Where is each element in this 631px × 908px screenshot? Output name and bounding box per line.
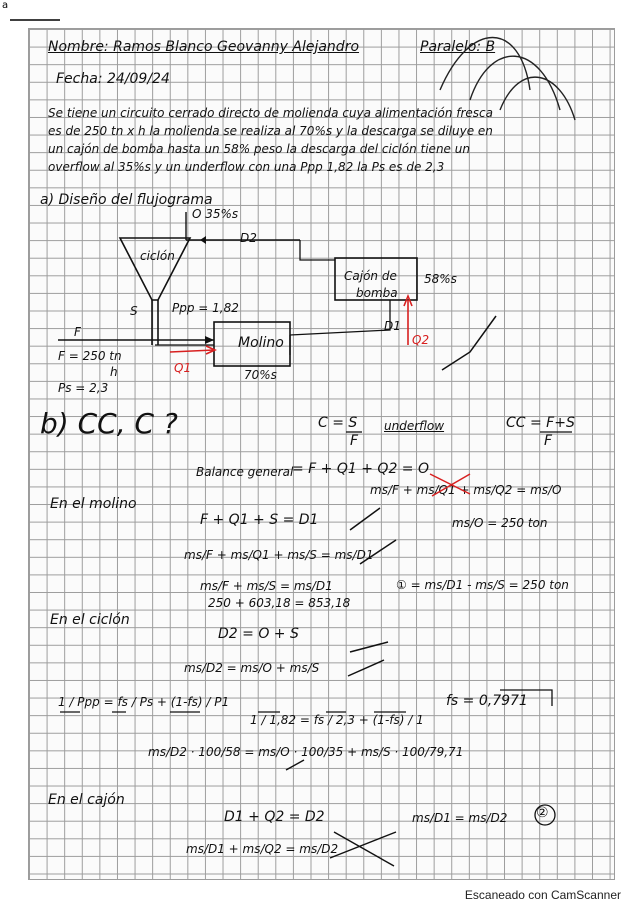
ciclon-eq-4: ms/D2 · 100/58 = ms/O · 100/35 + ms/S · 100/79,71: [148, 745, 464, 759]
balance-mass: ms/F + ms/Q1 + ms/Q2 = ms/O: [370, 483, 562, 497]
name-line: Nombre: Ramos Blanco Geovanny Alejandro: [48, 39, 360, 55]
cajon-eq-2: ms/D1 = ms/D2: [412, 811, 508, 825]
underflow-label: underflow: [384, 419, 445, 433]
f-unit: h: [110, 365, 118, 379]
ciclon-eq-1: D2 = O + S: [218, 626, 299, 642]
molino-eq-3-values: 250 + 603,18 = 853,18: [208, 596, 351, 610]
ciclon-eq-3-mid: 1 / 1,82 = fs / 2,3 + (1-fs) / 1: [250, 713, 424, 727]
cajon-label-2: bomba: [356, 286, 398, 300]
s-label: S: [130, 304, 138, 318]
ciclon-label: ciclón: [140, 249, 175, 263]
ciclon-section-title: En el ciclón: [50, 612, 130, 628]
cajon-circle: ②: [536, 805, 549, 821]
problem-line-3: un cajón de bomba hasta un 58% peso la descarga del ciclón tiene un: [48, 142, 470, 156]
c-formula: C = S: [318, 415, 358, 431]
d2-label: D2: [240, 231, 257, 245]
section-a-title: a) Diseño del flujograma: [40, 192, 213, 208]
c-denominator: F: [350, 433, 359, 449]
fecha-line: Fecha: 24/09/24: [56, 71, 170, 87]
balance-eq: = F + Q1 + Q2 = O: [292, 461, 429, 477]
molino-ms-o: ms/O = 250 ton: [452, 516, 548, 530]
overflow-label: O 35%s: [192, 207, 239, 221]
molino-eq-1: F + Q1 + S = D1: [200, 512, 319, 528]
f-label: F: [74, 325, 81, 339]
molino-eq-3: ms/F + ms/S = ms/D1: [200, 579, 333, 593]
paralelo-line: Paralelo: B: [420, 39, 496, 55]
problem-line-4: overflow al 35%s y un underflow con una Ppp 1,82 la Ps es de 2,3: [48, 160, 445, 174]
cajon-section-title: En el cajón: [48, 792, 125, 808]
cc-formula: CC = F+S: [506, 415, 575, 431]
corner-mark: a: [2, 0, 9, 11]
cajon-label-1: Cajón de: [344, 269, 397, 283]
ciclon-eq-2: ms/D2 = ms/O + ms/S: [184, 661, 320, 675]
molino-pct: 70%s: [244, 368, 277, 382]
molino-section-title: En el molino: [50, 496, 137, 512]
molino-eq-2: ms/F + ms/Q1 + ms/S = ms/D1: [184, 548, 374, 562]
q2-label: Q2: [412, 333, 430, 347]
cajon-pct: 58%s: [424, 272, 457, 286]
f-value: F = 250 tn: [58, 349, 122, 363]
scanner-watermark: Escaneado con CamScanner: [464, 888, 621, 902]
ppp-label: Ppp = 1,82: [172, 301, 239, 315]
molino-label: Molino: [238, 335, 284, 351]
cajon-eq-1: D1 + Q2 = D2: [224, 809, 325, 825]
balance-label: Balance general: [196, 465, 294, 479]
problem-line-2: es de 250 tn x h la molienda se realiza al 70%s y la descarga se diluye en: [48, 124, 493, 138]
molino-ms-d1: ① = ms/D1 - ms/S = 250 ton: [396, 578, 569, 592]
section-b-title: b) CC, C ?: [40, 407, 178, 440]
cajon-eq-3: ms/D1 + ms/Q2 = ms/D2: [186, 842, 339, 856]
q1-label: Q1: [174, 361, 192, 375]
ciclon-fs: fs = 0,7971: [446, 693, 528, 709]
cc-denominator: F: [544, 433, 553, 449]
ps-value: Ps = 2,3: [58, 381, 109, 395]
ciclon-eq-3-lhs: 1 / Ppp = fs / Ps + (1-fs) / P1: [58, 695, 230, 709]
d1-label: D1: [384, 319, 401, 333]
problem-line-1: Se tiene un circuito cerrado directo de molienda cuya alimentación fresca: [48, 106, 493, 120]
